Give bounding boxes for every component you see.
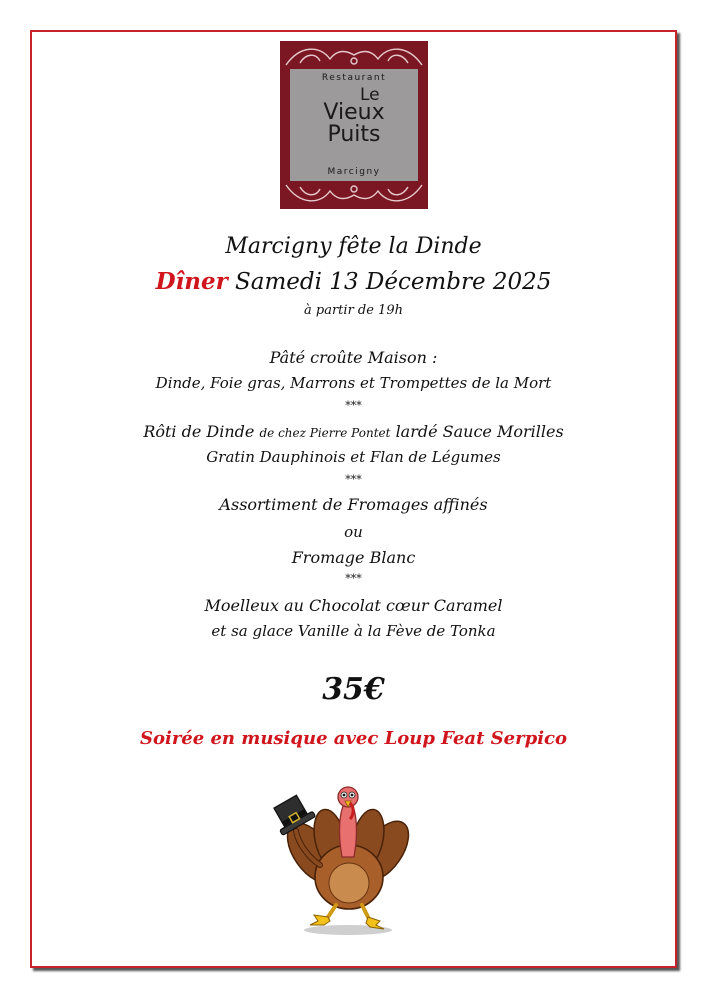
event-date-line	[0, 268, 707, 295]
price: 35€	[322, 672, 385, 707]
logo-ornament-top	[280, 41, 428, 71]
separator: ***	[345, 399, 362, 412]
music-announcement: Soirée en musique avec Loup Feat Serpico	[139, 728, 568, 749]
cheese-or: ou	[344, 523, 363, 541]
main-course-name: Rôti de Dinde	[143, 422, 255, 441]
cheese-option-2: Fromage Blanc	[291, 548, 416, 567]
main-course-sauce: lardé Sauce Morilles	[395, 422, 564, 441]
event-time: à partir de 19h	[304, 303, 403, 318]
logo-ornament-bottom	[280, 179, 428, 209]
restaurant-logo	[280, 41, 428, 209]
separator: ***	[345, 473, 362, 486]
logo-panel	[290, 69, 418, 181]
cheese-option-1: Assortiment de Fromages affinés	[219, 495, 488, 514]
main-course-sides: Gratin Dauphinois et Flan de Légumes	[206, 448, 501, 466]
dessert-description: et sa glace Vanille à la Fève de Tonka	[211, 622, 496, 640]
turkey-illustration	[272, 775, 420, 937]
starter-description: Dinde, Foie gras, Marrons et Trompettes de la Mort	[155, 374, 552, 392]
event-title: Marcigny fête la Dinde	[225, 234, 482, 259]
meal-label: Dîner	[155, 268, 228, 295]
logo-restaurant-text: Restaurant	[321, 73, 387, 83]
main-course-line	[0, 422, 707, 441]
logo-le-text: Le	[360, 85, 380, 105]
logo-vieux-text: Vieux	[323, 100, 385, 125]
event-date: Samedi 13 Décembre 2025	[235, 269, 552, 295]
main-course-supplier: de chez Pierre Pontet	[259, 426, 391, 440]
dessert-title: Moelleux au Chocolat cœur Caramel	[204, 596, 503, 615]
logo-puits-text: Puits	[327, 122, 381, 147]
logo-marcigny-text: Marcigny	[327, 167, 381, 177]
starter-title: Pâté croûte Maison :	[269, 348, 438, 367]
separator: ***	[345, 572, 362, 585]
